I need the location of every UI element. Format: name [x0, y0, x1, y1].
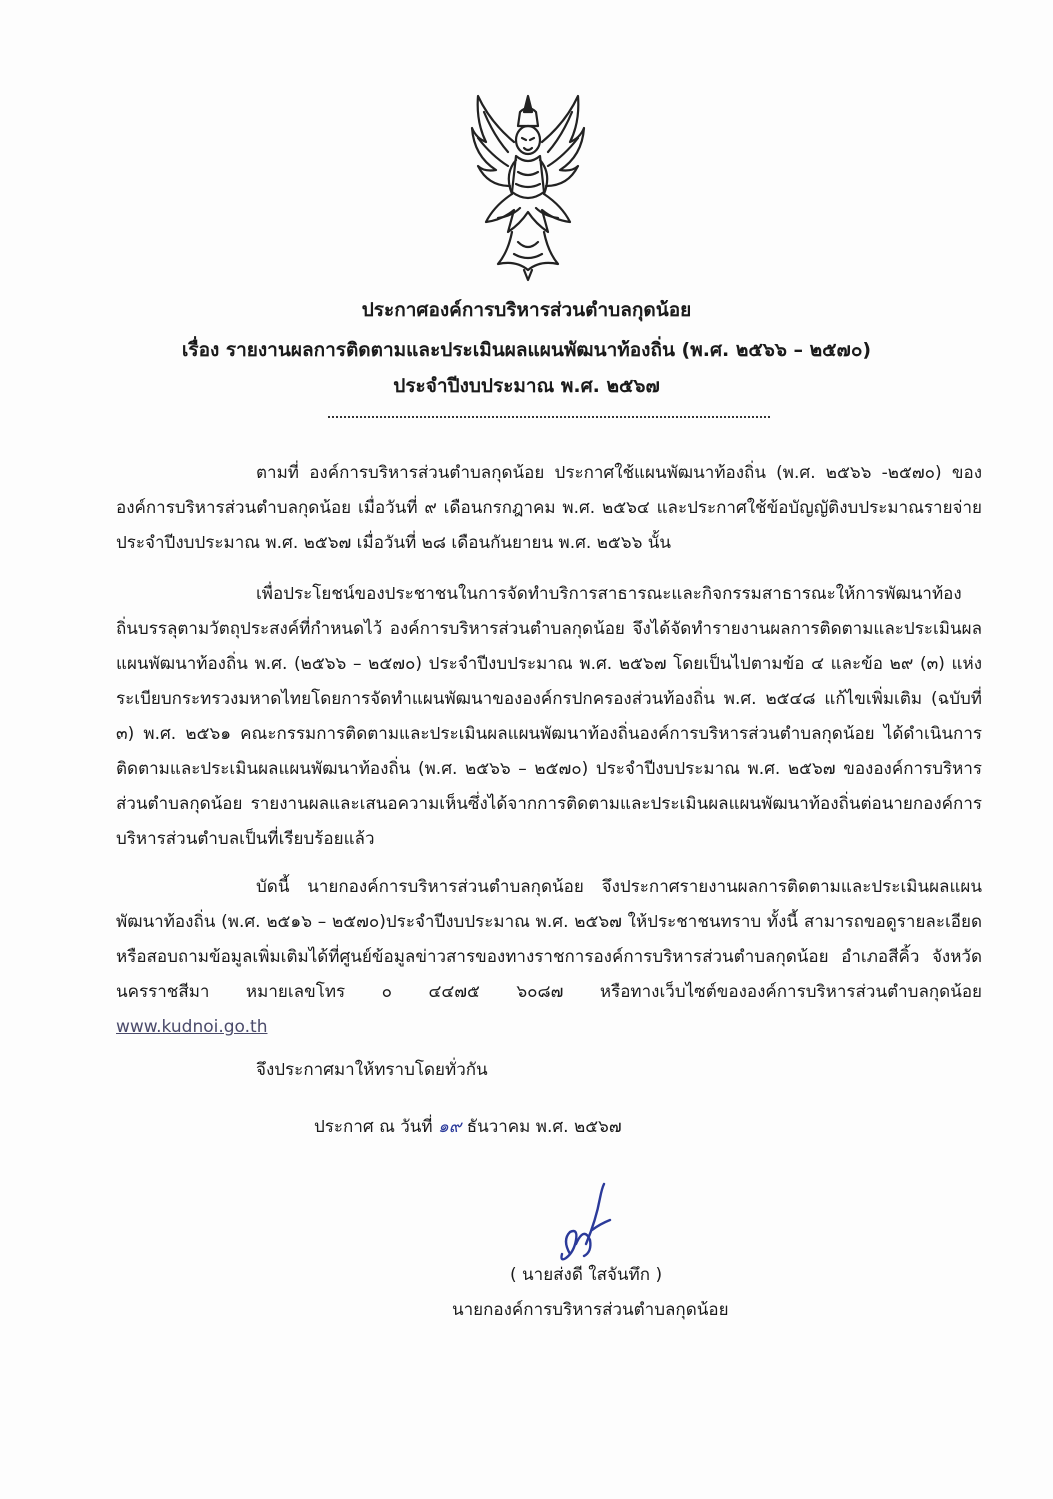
paragraph-announcement-text: บัดนี้ นายกองค์การบริหารส่วนตำบลกุดน้อย จึงประกาศรายงานผลการติดตามและประเมินผลแผนพัฒนาท้องถิ่น (พ.ศ. ๒๕๑๖ – ๒๕๗๐)ประจำปีงบประมาณ พ.ศ. ๒๕๖๗ ให้ประชาชนทราบ ทั้งนี้ สามารถขอดูรายละเอียดหรือสอบถามข้อมูลเพิ่มเติมได้ที่ศูนย์ข้อมูลข่าวสารของทางราชการองค์การบริหารส่วนตำบลกุดน้อย อำเภอสีคิ้ว จังหวัดนครราชสีมา หมายเลขโทร ๐ ๔๔๗๕ ๖๐๘๗ หรือทางเว็บไซต์ขององค์การบริหารส่วนตำบลกุดน้อย	[116, 877, 982, 1002]
date-day-handwritten: ๑๙	[438, 1117, 462, 1137]
signatory-title: นายกองค์การบริหารส่วนตำบลกุดน้อย	[452, 1300, 729, 1320]
garuda-emblem-icon	[468, 82, 588, 282]
announcement-title: ประกาศองค์การบริหารส่วนตำบลกุดน้อย	[361, 299, 692, 321]
date-prefix: ประกาศ ณ วันที่	[314, 1117, 433, 1137]
paragraph-purpose: เพื่อประโยชน์ของประชาชนในการจัดทำบริการสาธารณะและกิจกรรมสาธารณะให้การพัฒนาท้องถิ่นบรรลุตามวัตถุประสงค์ที่กำหนดไว้ องค์การบริหารส่วนตำบลกุดน้อย จึงได้จัดทำรายงานผลการติดตามและประเมินผลแผนพัฒนาท้องถิ่น พ.ศ. (๒๕๖๖ – ๒๕๗๐) ประจำปีงบประมาณ พ.ศ. ๒๕๖๗ โดยเป็นไปตามข้อ ๔ และข้อ ๒๙ (๓) แห่งระเบียบกระทรวงมหาดไทยโดยการจัดทำแผนพัฒนาขององค์กรปกครองส่วนท้องถิ่น พ.ศ. ๒๕๔๘ แก้ไขเพิ่มเติม (ฉบับที่ ๓) พ.ศ. ๒๕๖๑ คณะกรรมการติดตามและประเมินผลแผนพัฒนาท้องถิ่นองค์การบริหารส่วนตำบลกุดน้อย ได้ดำเนินการติดตามและประเมินผลแผนพัฒนาท้องถิ่น (พ.ศ. ๒๕๖๖ – ๒๕๗๐) ประจำปีงบประมาณ พ.ศ. ๒๕๖๗ ขององค์การบริหารส่วนตำบลกุดน้อย รายงานผลและเสนอความเห็นซึ่งได้จากการติดตามและประเมินผลแผนพัฒนาท้องถิ่นต่อนายกองค์การบริหารส่วนตำบลเป็นที่เรียบร้อยแล้ว	[116, 584, 982, 849]
website-link[interactable]: www.kudnoi.go.th	[116, 1017, 268, 1037]
fiscal-year-line: ประจำปีงบประมาณ พ.ศ. ๒๕๖๗	[393, 375, 660, 397]
announcement-subject: เรื่อง รายงานผลการติดตามและประเมินผลแผนพัฒนาท้องถิ่น (พ.ศ. ๒๕๖๖ – ๒๕๗๐)	[181, 339, 872, 361]
paragraph-announcement	[116, 870, 982, 1045]
dotted-divider	[328, 404, 770, 418]
signatory-name: ( นายส่งดี ใสจันทึก )	[510, 1265, 663, 1285]
paragraph-background: ตามที่ องค์การบริหารส่วนตำบลกุดน้อย ประกาศใช้แผนพัฒนาท้องถิ่น (พ.ศ. ๒๕๖๖ -๒๕๗๐) ขององค์การบริหารส่วนตำบลกุดน้อย เมื่อวันที่ ๙ เดือนกรกฎาคม พ.ศ. ๒๕๖๔ และประกาศใช้ข้อบัญญัติงบประมาณรายจ่ายประจำปีงบประมาณ พ.ศ. ๒๕๖๗ เมื่อวันที่ ๒๘ เดือนกันยายน พ.ศ. ๒๕๖๖ นั้น	[116, 463, 982, 553]
closing-statement: จึงประกาศมาให้ทราบโดยทั่วกัน	[256, 1060, 488, 1080]
announcement-date	[314, 1113, 622, 1141]
handwritten-signature	[540, 1180, 620, 1270]
date-suffix: ธันวาคม พ.ศ. ๒๕๖๗	[466, 1117, 622, 1137]
